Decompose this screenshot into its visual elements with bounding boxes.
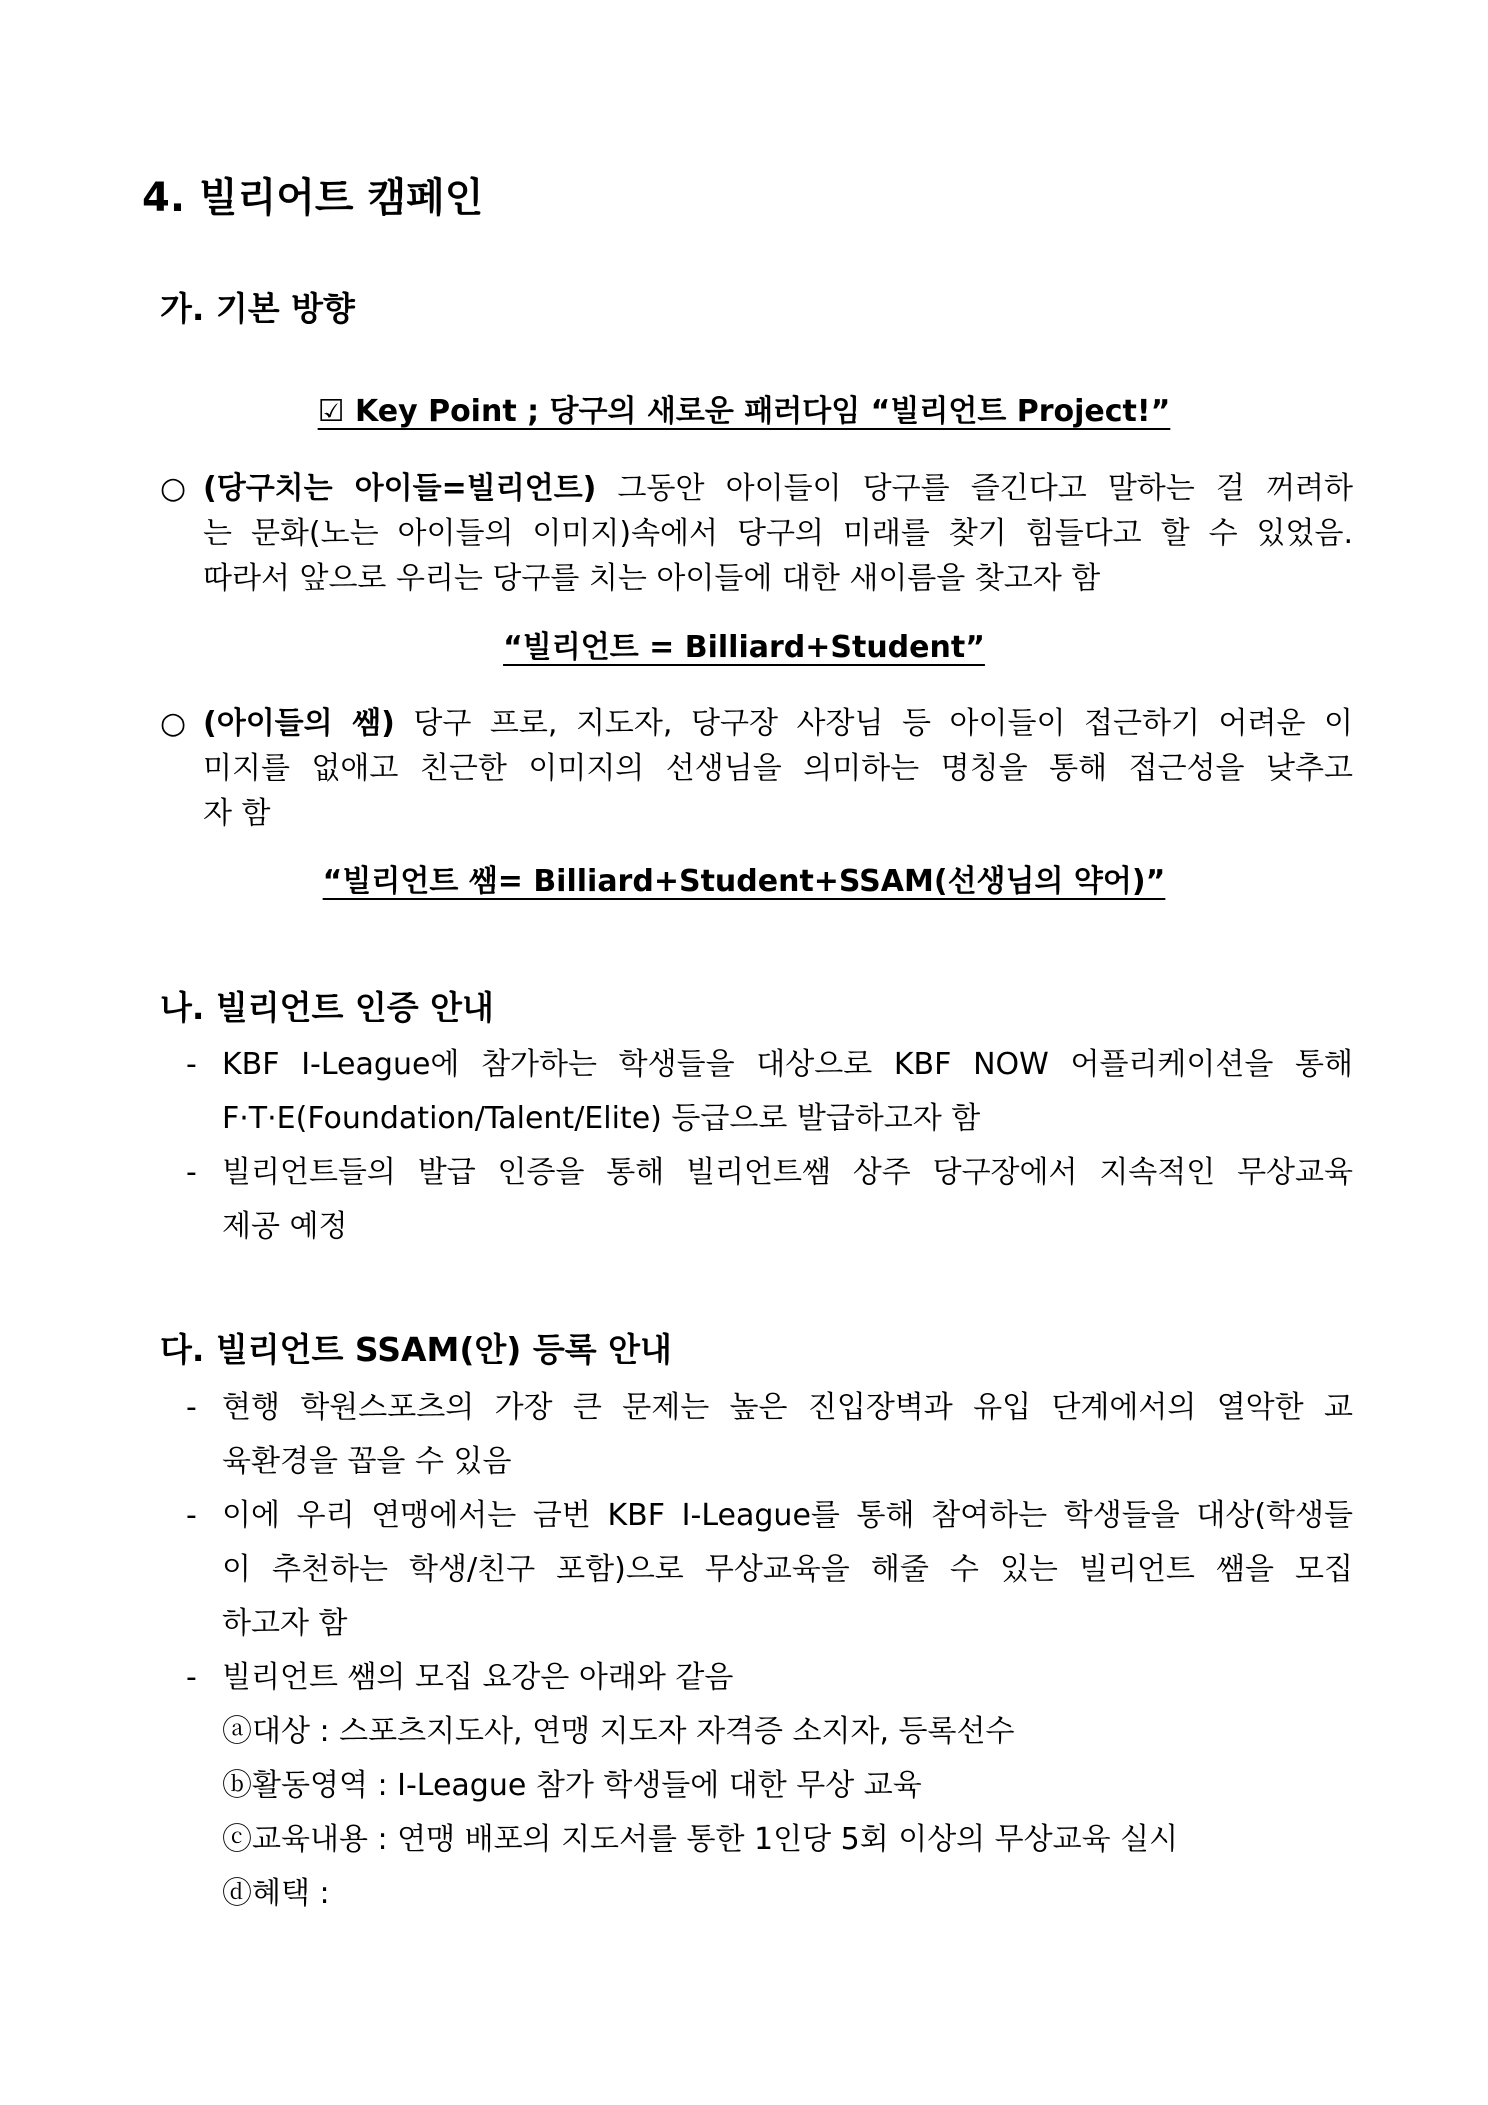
dash-marker: - [186, 1660, 197, 1695]
paragraph-line: (아이들의 쌤) 당구 프로, 지도자, 당구장 사장님 등 아이들이 접근하기 어려운 이 [203, 706, 1353, 741]
subsection-title-c: 다. 빌리언트 SSAM(안) 등록 안내 [160, 1330, 672, 1369]
list-line: 육환경을 꼽을 수 있음 [222, 1444, 512, 1479]
circle-bullet-1: ○ [160, 471, 187, 506]
section-title: 4. 빌리어트 캠페인 [142, 175, 484, 221]
key-point-text: ☑ Key Point ; 당구의 새로운 패러다임 “빌리언트 Project!” [317, 394, 1171, 429]
list-line: 제공 예정 [222, 1209, 348, 1244]
dash-marker: - [186, 1155, 197, 1190]
requirement-b: ⓑ활동영역 : I-League 참가 학생들에 대한 무상 교육 [222, 1768, 922, 1803]
list-line: 빌리언트들의 발급 인증을 통해 빌리언트쌤 상주 당구장에서 지속적인 무상교육 [222, 1155, 1353, 1190]
paragraph-line: 는 문화(노는 아이들의 이미지)속에서 당구의 미래를 찾기 힘들다고 할 수 있었음. [203, 516, 1353, 551]
circle-bullet-2: ○ [160, 706, 187, 741]
requirement-d: ⓓ혜택 : [222, 1876, 330, 1911]
list-item [222, 1651, 1353, 1705]
list-line: 이에 우리 연맹에서는 금번 KBF I-League를 통해 참여하는 학생들을 대상(학생들 [222, 1498, 1353, 1533]
bullet-paragraph-1 [203, 466, 1353, 601]
dash-marker: - [186, 1498, 197, 1533]
paragraph-line: 따라서 앞으로 우리는 당구를 치는 아이들에 대한 새이름을 찾고자 함 [203, 561, 1101, 596]
subsection-title-a: 가. 기본 방향 [160, 289, 355, 328]
dash-marker: - [186, 1390, 197, 1425]
list-line: 빌리언트 쌤의 모집 요강은 아래와 같음 [222, 1660, 734, 1695]
list-item [222, 1038, 1353, 1146]
list-line: KBF I-League에 참가하는 학생들을 대상으로 KBF NOW 어플리케이션을 통해 [222, 1047, 1353, 1082]
list-item [222, 1146, 1353, 1254]
list-item [222, 1489, 1353, 1651]
key-point-line [0, 390, 1488, 434]
paragraph-line: 미지를 없애고 친근한 이미지의 선생님을 의미하는 명칭을 통해 접근성을 낮추고 [203, 751, 1353, 786]
list-line: 이 추천하는 학생/친구 포함)으로 무상교육을 해줄 수 있는 빌리언트 쌤을 모집 [222, 1552, 1353, 1587]
formula-line-2 [0, 860, 1488, 904]
bold-term: (당구치는 아이들=빌리언트) [203, 471, 597, 506]
bold-term: (아이들의 쌤) [203, 706, 395, 741]
requirement-c: ⓒ교육내용 : 연맹 배포의 지도서를 통한 1인당 5회 이상의 무상교육 실시 [222, 1822, 1179, 1857]
list-item [222, 1381, 1353, 1489]
requirement-a: ⓐ대상 : 스포츠지도사, 연맹 지도자 자격증 소지자, 등록선수 [222, 1714, 1015, 1749]
formula-line-1 [0, 626, 1488, 670]
formula-text-2: “빌리언트 쌤= Billiard+Student+SSAM(선생님의 약어)” [322, 864, 1166, 899]
list-line: F·T·E(Foundation/Talent/Elite) 등급으로 발급하고자 함 [222, 1101, 981, 1136]
bullet-paragraph-2 [203, 701, 1353, 836]
paragraph-line: 자 함 [203, 796, 271, 831]
subsection-title-b: 나. 빌리언트 인증 안내 [160, 988, 494, 1027]
dash-marker: - [186, 1047, 197, 1082]
list-line: 현행 학원스포츠의 가장 큰 문제는 높은 진입장벽과 유입 단계에서의 열악한 교 [222, 1390, 1353, 1425]
paragraph-line: (당구치는 아이들=빌리언트) 그동안 아이들이 당구를 즐긴다고 말하는 걸 꺼려하 [203, 471, 1353, 506]
formula-text-1: “빌리언트 = Billiard+Student” [503, 630, 985, 665]
list-line: 하고자 함 [222, 1606, 348, 1641]
